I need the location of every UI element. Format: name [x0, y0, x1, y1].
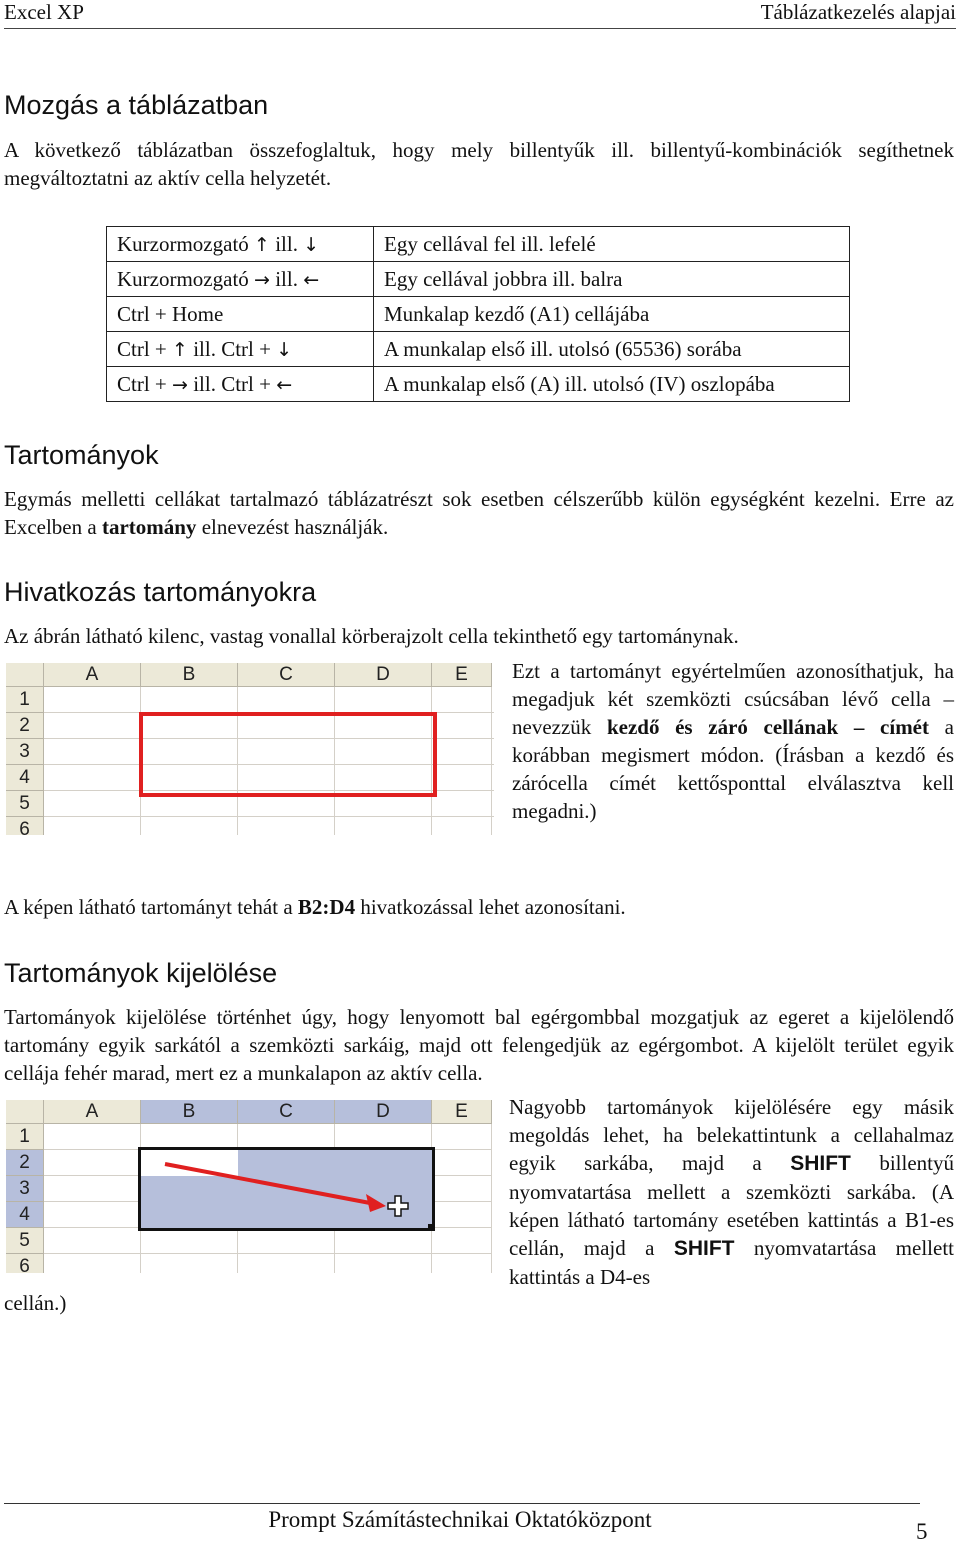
row-header[interactable]: 5: [6, 1228, 44, 1254]
section4-tail: cellán.): [4, 1291, 67, 1315]
section4-paragraph: Tartományok kijelölése történhet úgy, hogy lenyomott bal egérgombbal mozgatjuk az egeret a kijelölendő tartomány egyik sarkától a szemközti sarkáig, majd ott felengedjük az egérgombot. A kijelölt terület egyik cellája fehér marad, mert ez a munkalapon az aktív cella.: [4, 1005, 954, 1085]
side-bold: kezdő és záró cellának – címét: [606, 715, 930, 739]
footer-text: Prompt Számítástechnikai Oktatóközpont: [268, 1507, 652, 1532]
section-title-mozgas: Mozgás a táblázatban: [4, 90, 269, 120]
row-header[interactable]: 6: [6, 817, 44, 835]
key-label: ill. Ctrl +: [187, 336, 277, 361]
term-tartomany: tartomány: [101, 515, 197, 539]
range-reference: B2:D4: [297, 895, 356, 919]
section-title-kijeloles: Tartományok kijelölése: [4, 958, 278, 988]
column-header[interactable]: A: [44, 663, 141, 687]
key-combination: [107, 332, 374, 367]
row-header[interactable]: 4: [6, 765, 44, 791]
row-header[interactable]: 4: [6, 1202, 44, 1228]
section2-paragraph: [4, 485, 954, 541]
key-label: Kurzormozgató: [117, 231, 255, 256]
key-label: ill. Ctrl +: [187, 371, 277, 396]
key-table-row: [107, 367, 850, 402]
row-header[interactable]: 5: [6, 791, 44, 817]
key-label: Ctrl + Home: [117, 301, 224, 326]
side4-text-3: nyomvatartása mellett kattintás a D4-es: [509, 1236, 954, 1289]
side4-text-2: billentyű nyomvatartása mellett a szemközti sarkába. (A képen látható tartomány esetében kattintás a B1-es cellán, majd a: [509, 1151, 954, 1260]
drag-arrow-head: [366, 1194, 386, 1212]
shift-key-2: SHIFT: [673, 1237, 735, 1260]
row-header[interactable]: 2: [6, 1150, 44, 1176]
arrow-key-icon: ↑: [172, 338, 188, 361]
key-label: Ctrl +: [117, 371, 173, 396]
key-description: A munkalap első (A) ill. utolsó (IV) oszlopába: [374, 367, 850, 402]
excel-range-figure: [6, 663, 494, 835]
section4-side-paragraph: [509, 1093, 954, 1291]
gridline: [44, 816, 494, 817]
arrow-key-icon: →: [254, 268, 270, 291]
side4-text-1: Nagyobb tartományok kijelölésére egy másik megoldás lehet, ha belekattintunk a cellahalmaz egyik sarkába, majd a: [509, 1095, 954, 1175]
select-all-corner[interactable]: [6, 663, 44, 687]
page-number: 5: [916, 1519, 928, 1544]
section-title-hivatkozas: Hivatkozás tartományokra: [4, 577, 317, 607]
key-description: Egy cellával fel ill. lefelé: [374, 227, 850, 262]
row-header[interactable]: 3: [6, 1176, 44, 1202]
section1-paragraph: A következő táblázatban összefoglaltuk, hogy mely billentyűk ill. billentyű-kombinációk segíthetnek megváltoztatni az aktív cella helyzetét.: [4, 138, 954, 190]
section3-result: [4, 893, 954, 921]
footer-rule: [4, 1503, 920, 1504]
key-combination: [107, 227, 374, 262]
key-table: [106, 226, 850, 402]
column-header[interactable]: D: [335, 663, 432, 687]
side-text: Ezt a tartományt egyértelműen azonosíthatjuk, ha megadjuk két szemközti csúcsában lévő cella – nevezzük: [512, 659, 954, 739]
drag-arrow-line: [165, 1164, 370, 1203]
arrow-key-icon: ↓: [276, 338, 293, 361]
row-header[interactable]: 3: [6, 739, 44, 765]
gridline: [491, 687, 492, 835]
header-rule: [4, 28, 956, 29]
key-description: Egy cellával jobbra ill. balra: [374, 262, 850, 297]
section2-text: Egymás melletti cellákat tartalmazó táblázatrészt sok esetben célszerűbb külön egységként kezelni. Erre az Excelben a: [4, 487, 954, 539]
key-label: ill.: [269, 231, 304, 256]
key-combination: [107, 262, 374, 297]
cell-cursor-icon: [388, 1196, 408, 1216]
section2-text-end: elnevezést használják.: [196, 515, 389, 539]
key-combination: [107, 297, 374, 332]
arrow-key-icon: ←: [303, 268, 320, 291]
key-table-row: [107, 262, 850, 297]
column-header[interactable]: E: [432, 1100, 492, 1124]
arrow-key-icon: →: [172, 373, 188, 396]
column-header[interactable]: E: [432, 663, 492, 687]
excel-selection-figure: [6, 1100, 492, 1273]
arrow-key-icon: ←: [276, 373, 293, 396]
key-table-row: [107, 297, 850, 332]
row-header[interactable]: 1: [6, 1124, 44, 1150]
key-description: A munkalap első ill. utolsó (65536) sorába: [374, 332, 850, 367]
column-header[interactable]: C: [238, 663, 335, 687]
key-table-row: [107, 227, 850, 262]
key-combination: [107, 367, 374, 402]
column-header[interactable]: A: [44, 1100, 141, 1124]
result-text-end: hivatkozással lehet azonosítani.: [355, 895, 626, 919]
header-left: Excel XP: [4, 0, 84, 24]
range-outline: [139, 712, 437, 797]
section3-side-paragraph: [512, 657, 954, 825]
column-header[interactable]: B: [141, 663, 238, 687]
column-header[interactable]: B: [141, 1100, 238, 1124]
section3-intro: Az ábrán látható kilenc, vastag vonallal körberajzolt cella tekinthető egy tartománynak.: [4, 624, 739, 648]
running-header: [4, 0, 956, 26]
section-title-tartomanyok: Tartományok: [4, 440, 159, 470]
key-label: Ctrl +: [117, 336, 173, 361]
row-header[interactable]: 1: [6, 687, 44, 713]
key-label: ill.: [269, 266, 304, 291]
shift-key-1: SHIFT: [790, 1152, 851, 1175]
row-header[interactable]: 6: [6, 1254, 44, 1273]
drag-arrow-icon: [6, 1100, 492, 1273]
column-header[interactable]: C: [238, 1100, 335, 1124]
header-right: Táblázatkezelés alapjai: [760, 0, 956, 24]
row-header[interactable]: 2: [6, 713, 44, 739]
arrow-key-icon: ↑: [254, 233, 270, 256]
column-header[interactable]: D: [335, 1100, 432, 1124]
key-label: Kurzormozgató: [117, 266, 255, 291]
result-text: A képen látható tartományt tehát a: [4, 895, 298, 919]
key-table-row: [107, 332, 850, 367]
key-description: Munkalap kezdő (A1) cellájába: [374, 297, 850, 332]
side-text-end: a korábban megismert módon. (Írásban a kezdő és zárócella címét kettősponttal elválasztva kell megadni.): [512, 715, 954, 823]
arrow-key-icon: ↓: [303, 233, 320, 256]
